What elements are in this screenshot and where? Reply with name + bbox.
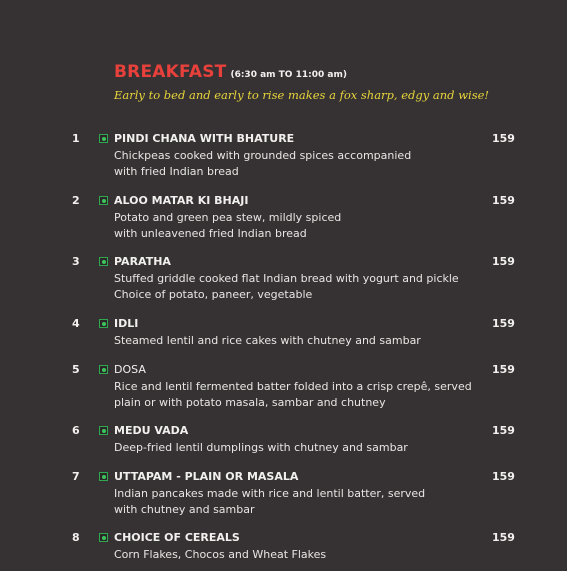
item-price: 159 bbox=[492, 424, 515, 437]
item-price: 159 bbox=[492, 132, 515, 145]
item-number: 5 bbox=[72, 363, 80, 376]
menu-header bbox=[114, 62, 489, 102]
item-description: Indian pancakes made with rice and lentil batter, served with chutney and sambar bbox=[114, 487, 426, 516]
item-price: 159 bbox=[492, 470, 515, 483]
item-description: Stuffed griddle cooked flat Indian bread with yogurt and pickle Choice of potato, paneer, vegetable bbox=[114, 272, 459, 301]
item-price: 159 bbox=[492, 317, 515, 330]
veg-icon bbox=[99, 365, 108, 374]
veg-icon bbox=[99, 472, 108, 481]
item-name: ALOO MATAR KI BHAJI bbox=[114, 194, 249, 207]
item-description: Deep-fried lentil dumplings with chutney and sambar bbox=[114, 441, 408, 454]
item-name: UTTAPAM - PLAIN OR MASALA bbox=[114, 470, 299, 483]
veg-icon bbox=[99, 196, 108, 205]
item-number: 4 bbox=[72, 317, 80, 330]
section-title: BREAKFAST bbox=[114, 62, 227, 82]
item-description: Rice and lentil fermented batter folded into a crisp crepê, served plain or with potato masala, sambar and chutney bbox=[114, 380, 472, 409]
item-name: IDLI bbox=[114, 317, 139, 330]
item-name: MEDU VADA bbox=[114, 424, 189, 437]
item-name: PINDI CHANA WITH BHATURE bbox=[114, 132, 295, 145]
veg-icon bbox=[99, 426, 108, 435]
item-description: Chickpeas cooked with grounded spices accompanied with fried Indian bread bbox=[114, 149, 412, 178]
tagline: Early to bed and early to rise makes a fox sharp, edgy and wise! bbox=[114, 88, 490, 102]
item-description: Steamed lentil and rice cakes with chutney and sambar bbox=[114, 334, 421, 347]
item-price: 159 bbox=[492, 194, 515, 207]
item-price: 159 bbox=[492, 255, 515, 268]
item-number: 1 bbox=[72, 132, 80, 145]
veg-icon bbox=[99, 319, 108, 328]
item-price: 159 bbox=[492, 531, 515, 544]
serving-hours: (6:30 am TO 11:00 am) bbox=[230, 70, 347, 80]
item-description: Potato and green pea stew, mildly spiced with unleavened fried Indian bread bbox=[114, 211, 342, 240]
item-number: 6 bbox=[72, 424, 80, 437]
title-row bbox=[114, 62, 489, 82]
veg-icon bbox=[99, 134, 108, 143]
item-number: 3 bbox=[72, 255, 80, 268]
veg-icon bbox=[99, 257, 108, 266]
item-number: 8 bbox=[72, 531, 80, 544]
item-description: Corn Flakes, Chocos and Wheat Flakes bbox=[114, 548, 327, 561]
item-price: 159 bbox=[492, 363, 515, 376]
item-name: DOSA bbox=[114, 363, 146, 376]
item-name: PARATHA bbox=[114, 255, 171, 268]
item-name: CHOICE OF CEREALS bbox=[114, 531, 240, 544]
veg-icon bbox=[99, 533, 108, 542]
item-number: 7 bbox=[72, 470, 80, 483]
item-number: 2 bbox=[72, 194, 80, 207]
